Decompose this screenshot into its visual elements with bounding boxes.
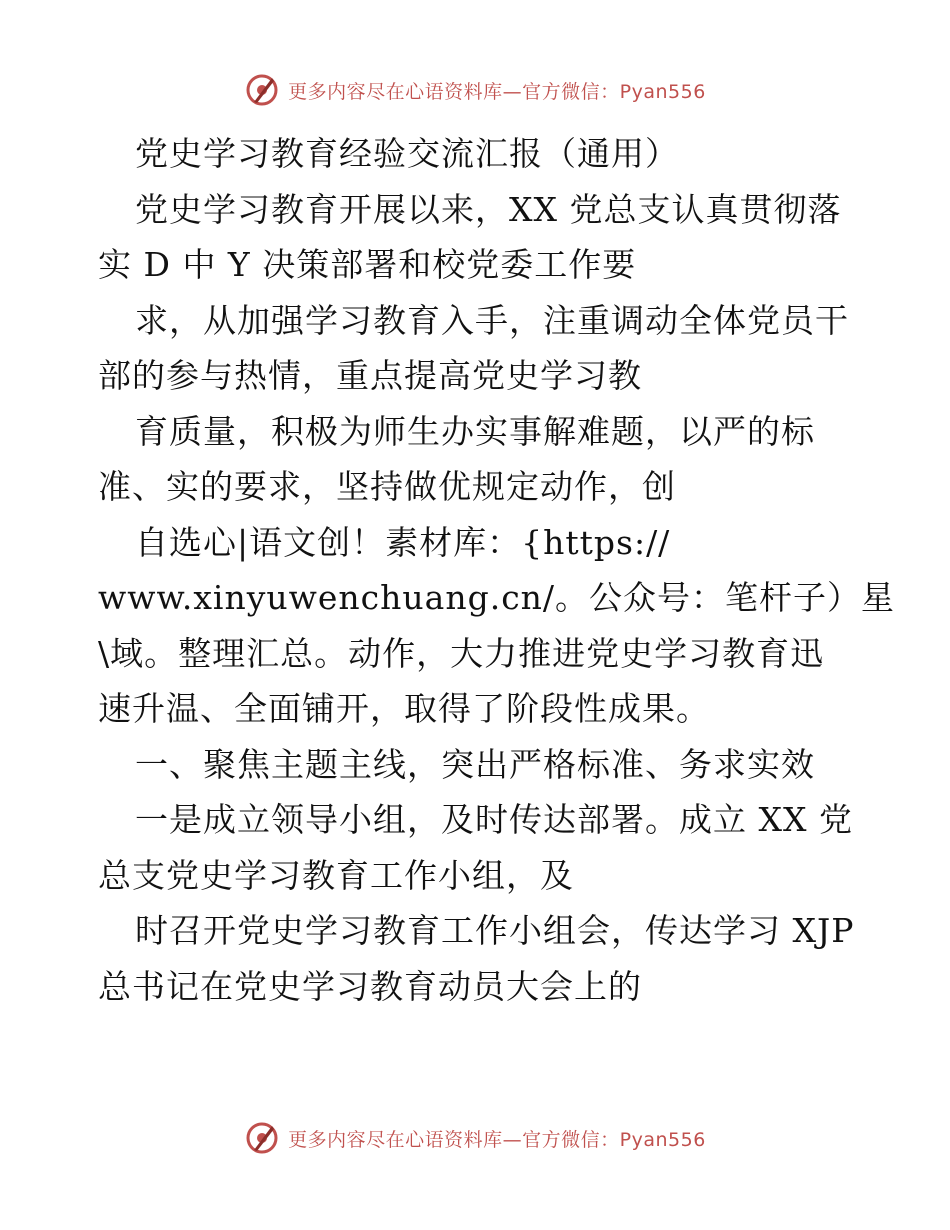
text-line: 自选心|语文创！素材库：{https://: [135, 522, 671, 562]
text-line: 党史学习教育开展以来，XX 党总支认真贯彻落: [135, 189, 842, 229]
text-line: 总支党史学习教育工作小组，及: [98, 855, 574, 895]
header-banner-text: 更多内容尽在心语资料库—官方微信：Pyan556: [288, 80, 706, 103]
text-line: 党史学习教育经验交流汇报（通用）: [135, 134, 679, 173]
footer-banner-text: 更多内容尽在心语资料库—官方微信：Pyan556: [288, 1128, 706, 1151]
document-body: [98, 126, 896, 1014]
text-line: 部的参与热情，重点提高党史学习教: [98, 356, 642, 395]
footer-banner: [0, 1118, 950, 1158]
text-line: 时召开党史学习教育工作小组会，传达学习 XJP: [135, 911, 855, 950]
text-line: 准、实的要求，坚持做优规定动作，创: [98, 467, 676, 506]
quill-logo-icon: [244, 72, 280, 108]
header-banner: [0, 70, 950, 110]
text-line: 实 D 中 Y 决策部署和校党委工作要: [98, 245, 637, 284]
text-line: \域。整理汇总。动作，大力推进党史学习教育迅: [98, 633, 825, 673]
quill-logo-icon: [244, 1120, 280, 1156]
text-line: 一、聚焦主题主线，突出严格标准、务求实效: [135, 744, 815, 784]
text-line: www.xinyuwenchuang.cn/。公众号：笔杆子）星: [98, 578, 896, 617]
text-line: 求，从加强学习教育入手，注重调动全体党员干: [135, 300, 849, 340]
text-line: 总书记在党史学习教育动员大会上的: [98, 966, 642, 1006]
text-line: 育质量，积极为师生办实事解难题，以严的标: [135, 411, 815, 451]
text-line: 一是成立领导小组，及时传达部署。成立 XX 党: [135, 800, 853, 839]
text-line: 速升温、全面铺开，取得了阶段性成果。: [98, 689, 710, 728]
